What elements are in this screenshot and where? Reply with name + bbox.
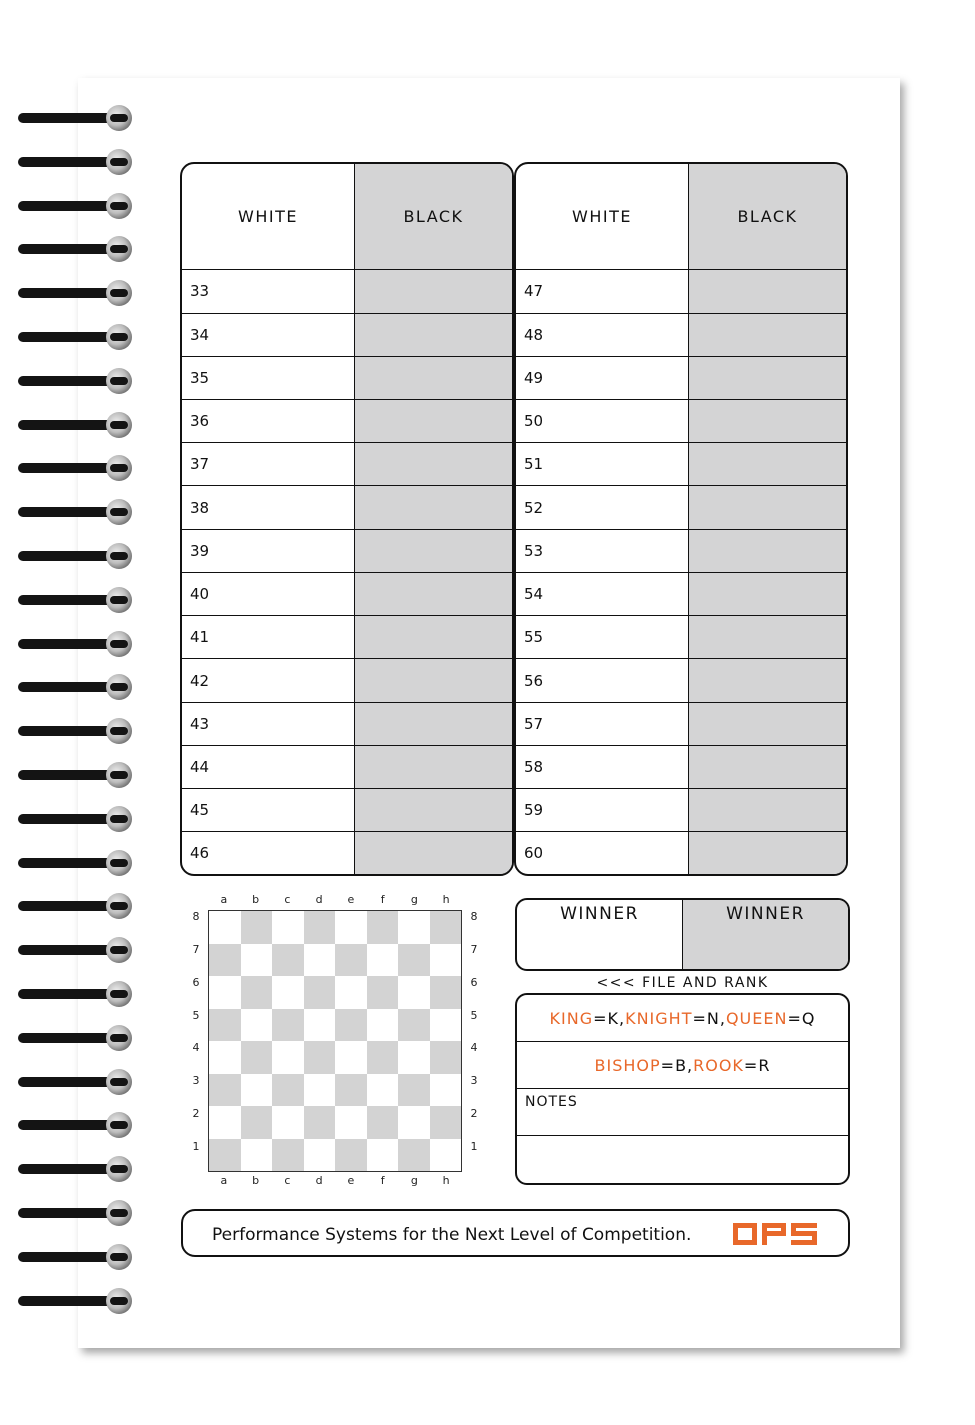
ring-hole-icon bbox=[106, 587, 132, 613]
white-move-cell[interactable]: 54 bbox=[516, 572, 689, 615]
move-row bbox=[516, 270, 846, 313]
spiral-ring bbox=[18, 455, 128, 481]
board-square bbox=[430, 1009, 462, 1042]
ring-hole-icon bbox=[106, 499, 132, 525]
ring-wire bbox=[18, 858, 118, 868]
move-row bbox=[516, 789, 846, 832]
white-move-cell[interactable]: 45 bbox=[182, 789, 355, 832]
file-label: h bbox=[442, 1174, 450, 1187]
chessboard-diagram bbox=[186, 892, 486, 1192]
move-row bbox=[516, 572, 846, 615]
legend-king: KING bbox=[549, 1008, 594, 1028]
board-square bbox=[241, 976, 273, 1009]
file-label: g bbox=[410, 1174, 418, 1187]
black-move-cell[interactable] bbox=[689, 486, 847, 529]
board-square bbox=[209, 1106, 241, 1139]
rank-label: 1 bbox=[192, 1139, 200, 1153]
spiral-ring bbox=[18, 280, 128, 306]
white-move-cell[interactable]: 52 bbox=[516, 486, 689, 529]
white-move-cell[interactable]: 56 bbox=[516, 659, 689, 702]
board-square bbox=[430, 911, 462, 944]
board-square bbox=[241, 1106, 273, 1139]
scoresheet-right bbox=[514, 162, 848, 876]
board-square bbox=[272, 976, 304, 1009]
file-label: e bbox=[347, 893, 355, 906]
white-move-cell[interactable]: 34 bbox=[182, 313, 355, 356]
board-square bbox=[398, 1139, 430, 1172]
black-move-cell[interactable] bbox=[355, 745, 513, 788]
white-move-cell[interactable]: 44 bbox=[182, 745, 355, 788]
ring-wire bbox=[18, 332, 118, 342]
white-move-cell[interactable]: 57 bbox=[516, 702, 689, 745]
file-label: g bbox=[410, 893, 418, 906]
move-row bbox=[182, 356, 512, 399]
board-square bbox=[241, 1009, 273, 1042]
black-move-cell[interactable] bbox=[355, 529, 513, 572]
white-move-cell[interactable]: 33 bbox=[182, 270, 355, 313]
file-label: d bbox=[315, 893, 323, 906]
spiral-ring bbox=[18, 105, 128, 131]
rank-label: 7 bbox=[192, 943, 200, 957]
spiral-binding bbox=[0, 0, 140, 1425]
move-row bbox=[182, 529, 512, 572]
white-move-cell[interactable]: 42 bbox=[182, 659, 355, 702]
header-white: WHITE bbox=[516, 164, 689, 270]
ring-wire bbox=[18, 682, 118, 692]
board-square bbox=[367, 911, 399, 944]
ring-hole-icon bbox=[106, 149, 132, 175]
move-row bbox=[182, 832, 512, 874]
board-square bbox=[241, 944, 273, 977]
board-square bbox=[430, 1139, 462, 1172]
move-row bbox=[182, 616, 512, 659]
board-square bbox=[398, 1074, 430, 1107]
spiral-ring bbox=[18, 718, 128, 744]
board-square bbox=[304, 911, 336, 944]
file-rank-label: <<< FILE AND RANK bbox=[596, 975, 769, 991]
white-move-cell[interactable]: 37 bbox=[182, 443, 355, 486]
board-square bbox=[272, 911, 304, 944]
legend-rook: ROOK bbox=[693, 1055, 744, 1075]
ring-hole-icon bbox=[106, 280, 132, 306]
file-label: a bbox=[220, 1174, 228, 1187]
ring-hole-icon bbox=[106, 674, 132, 700]
legend-bishop-code: =B, bbox=[660, 1055, 694, 1075]
file-label: f bbox=[380, 1174, 385, 1187]
board-square bbox=[335, 1041, 367, 1074]
black-move-cell[interactable] bbox=[689, 832, 847, 874]
black-move-cell[interactable] bbox=[355, 270, 513, 313]
ring-wire bbox=[18, 157, 118, 167]
ring-wire bbox=[18, 814, 118, 824]
board-square bbox=[335, 1009, 367, 1042]
ring-wire bbox=[18, 770, 118, 780]
black-move-cell[interactable] bbox=[355, 486, 513, 529]
white-move-cell[interactable]: 47 bbox=[516, 270, 689, 313]
ring-wire bbox=[18, 1252, 118, 1262]
white-move-cell[interactable]: 43 bbox=[182, 702, 355, 745]
ring-hole-icon bbox=[106, 937, 132, 963]
move-row bbox=[516, 313, 846, 356]
board-square bbox=[398, 1106, 430, 1139]
black-move-cell[interactable] bbox=[355, 659, 513, 702]
black-move-cell[interactable] bbox=[355, 572, 513, 615]
board-square bbox=[209, 1041, 241, 1074]
ring-hole-icon bbox=[106, 193, 132, 219]
spiral-ring bbox=[18, 149, 128, 175]
ring-wire bbox=[18, 376, 118, 386]
ring-wire bbox=[18, 420, 118, 430]
board-square bbox=[304, 1041, 336, 1074]
winner-box bbox=[515, 898, 850, 971]
spiral-ring bbox=[18, 1200, 128, 1226]
spiral-ring bbox=[18, 1112, 128, 1138]
white-move-cell[interactable]: 58 bbox=[516, 745, 689, 788]
move-table-right bbox=[516, 164, 846, 874]
white-move-cell[interactable]: 35 bbox=[182, 356, 355, 399]
black-move-cell[interactable] bbox=[689, 702, 847, 745]
move-row bbox=[182, 572, 512, 615]
move-row bbox=[182, 659, 512, 702]
ring-hole-icon bbox=[106, 893, 132, 919]
board-square bbox=[398, 911, 430, 944]
board-square bbox=[430, 1106, 462, 1139]
legend-bishop: BISHOP bbox=[594, 1055, 661, 1075]
spiral-ring bbox=[18, 324, 128, 350]
black-move-cell[interactable] bbox=[355, 313, 513, 356]
ring-wire bbox=[18, 1120, 118, 1130]
ring-hole-icon bbox=[106, 105, 132, 131]
spiral-ring bbox=[18, 499, 128, 525]
white-move-cell[interactable]: 48 bbox=[516, 313, 689, 356]
spiral-ring bbox=[18, 981, 128, 1007]
header-black: BLACK bbox=[689, 164, 847, 270]
board-square bbox=[367, 1106, 399, 1139]
ring-wire bbox=[18, 201, 118, 211]
rank-label: 4 bbox=[192, 1041, 200, 1055]
ring-wire bbox=[18, 288, 118, 298]
spiral-ring bbox=[18, 850, 128, 876]
ring-hole-icon bbox=[106, 1200, 132, 1226]
spiral-ring bbox=[18, 1069, 128, 1095]
spiral-ring bbox=[18, 937, 128, 963]
board-square bbox=[367, 944, 399, 977]
ring-wire bbox=[18, 726, 118, 736]
spiral-ring bbox=[18, 236, 128, 262]
black-move-cell[interactable] bbox=[689, 400, 847, 443]
move-table-left bbox=[182, 164, 512, 874]
black-move-cell[interactable] bbox=[689, 789, 847, 832]
board-square bbox=[430, 944, 462, 977]
black-move-cell[interactable] bbox=[355, 832, 513, 874]
move-row bbox=[182, 400, 512, 443]
ring-hole-icon bbox=[106, 1069, 132, 1095]
white-move-cell[interactable]: 60 bbox=[516, 832, 689, 874]
black-move-cell[interactable] bbox=[689, 616, 847, 659]
board-square bbox=[367, 1139, 399, 1172]
move-row bbox=[516, 443, 846, 486]
board-square bbox=[398, 944, 430, 977]
black-move-cell[interactable] bbox=[689, 529, 847, 572]
ring-wire bbox=[18, 989, 118, 999]
board-square bbox=[272, 1139, 304, 1172]
legend-knight: KNIGHT bbox=[625, 1008, 693, 1028]
ops-logo-icon bbox=[733, 1223, 817, 1245]
spiral-ring bbox=[18, 806, 128, 832]
move-row bbox=[182, 745, 512, 788]
move-row bbox=[182, 313, 512, 356]
white-move-cell[interactable]: 41 bbox=[182, 616, 355, 659]
ring-hole-icon bbox=[106, 1156, 132, 1182]
file-label: b bbox=[252, 893, 260, 906]
ring-hole-icon bbox=[106, 1288, 132, 1314]
ring-hole-icon bbox=[106, 850, 132, 876]
board-square bbox=[335, 911, 367, 944]
legend-king-code: =K, bbox=[593, 1008, 626, 1028]
ring-wire bbox=[18, 595, 118, 605]
file-label: c bbox=[284, 1174, 291, 1187]
ring-hole-icon bbox=[106, 631, 132, 657]
piece-legend bbox=[515, 993, 850, 1185]
black-move-cell[interactable] bbox=[689, 270, 847, 313]
ring-wire bbox=[18, 113, 118, 123]
board-square bbox=[209, 1009, 241, 1042]
board-square bbox=[304, 1009, 336, 1042]
board-square bbox=[430, 976, 462, 1009]
spiral-ring bbox=[18, 1244, 128, 1270]
ring-wire bbox=[18, 463, 118, 473]
rank-label: 5 bbox=[192, 1008, 200, 1022]
white-move-cell[interactable]: 50 bbox=[516, 400, 689, 443]
move-row bbox=[516, 659, 846, 702]
ring-hole-icon bbox=[106, 1244, 132, 1270]
spiral-ring bbox=[18, 412, 128, 438]
move-row bbox=[182, 443, 512, 486]
move-row bbox=[516, 529, 846, 572]
rank-label: 1 bbox=[470, 1139, 478, 1153]
notes-line[interactable] bbox=[517, 1136, 848, 1183]
white-move-cell[interactable]: 39 bbox=[182, 529, 355, 572]
ring-hole-icon bbox=[106, 718, 132, 744]
ring-hole-icon bbox=[106, 762, 132, 788]
ring-wire bbox=[18, 507, 118, 517]
board-square bbox=[241, 1139, 273, 1172]
winner-black[interactable]: WINNER bbox=[682, 900, 848, 969]
move-row bbox=[516, 356, 846, 399]
ring-wire bbox=[18, 901, 118, 911]
ring-hole-icon bbox=[106, 981, 132, 1007]
rank-label: 8 bbox=[192, 910, 200, 924]
winner-white[interactable]: WINNER bbox=[560, 904, 639, 924]
header-black: BLACK bbox=[355, 164, 513, 270]
ring-wire bbox=[18, 1208, 118, 1218]
ring-hole-icon bbox=[106, 236, 132, 262]
spiral-ring bbox=[18, 368, 128, 394]
ring-wire bbox=[18, 1164, 118, 1174]
ring-hole-icon bbox=[106, 806, 132, 832]
board-square bbox=[241, 911, 273, 944]
legend-row-1 bbox=[517, 995, 848, 1042]
board-square bbox=[241, 1041, 273, 1074]
board-square bbox=[367, 976, 399, 1009]
black-move-cell[interactable] bbox=[689, 313, 847, 356]
file-label: a bbox=[220, 893, 228, 906]
ring-wire bbox=[18, 1296, 118, 1306]
file-label: f bbox=[380, 893, 385, 906]
board-square bbox=[209, 976, 241, 1009]
move-row bbox=[182, 270, 512, 313]
header-white: WHITE bbox=[182, 164, 355, 270]
ring-wire bbox=[18, 639, 118, 649]
footer-tagline: Performance Systems for the Next Level of Competition. bbox=[212, 1225, 692, 1245]
ring-wire bbox=[18, 945, 118, 955]
board-square bbox=[304, 944, 336, 977]
white-move-cell[interactable]: 51 bbox=[516, 443, 689, 486]
file-label: c bbox=[284, 893, 291, 906]
ring-hole-icon bbox=[106, 324, 132, 350]
file-label: e bbox=[347, 1174, 355, 1187]
white-move-cell[interactable]: 36 bbox=[182, 400, 355, 443]
move-row bbox=[516, 486, 846, 529]
rank-label: 3 bbox=[192, 1074, 200, 1088]
file-label: b bbox=[252, 1174, 260, 1187]
board-square bbox=[304, 1074, 336, 1107]
spiral-ring bbox=[18, 543, 128, 569]
board-square bbox=[272, 944, 304, 977]
rank-label: 2 bbox=[470, 1106, 478, 1120]
spiral-ring bbox=[18, 193, 128, 219]
black-move-cell[interactable] bbox=[355, 789, 513, 832]
board-square bbox=[430, 1074, 462, 1107]
board-square bbox=[272, 1074, 304, 1107]
move-row bbox=[182, 702, 512, 745]
scoresheet-left bbox=[180, 162, 514, 876]
file-label: h bbox=[442, 893, 450, 906]
ring-hole-icon bbox=[106, 412, 132, 438]
footer-banner bbox=[181, 1209, 850, 1257]
rank-label: 7 bbox=[470, 943, 478, 957]
rank-label: 4 bbox=[470, 1041, 478, 1055]
rank-label: 3 bbox=[470, 1074, 478, 1088]
board-square bbox=[335, 1106, 367, 1139]
board-square bbox=[398, 1009, 430, 1042]
legend-row-2 bbox=[517, 1042, 848, 1089]
move-row bbox=[516, 832, 846, 874]
notes-row[interactable] bbox=[517, 1089, 848, 1136]
rank-label: 5 bbox=[470, 1008, 478, 1022]
board-square bbox=[272, 1041, 304, 1074]
legend-rook-code: =R bbox=[743, 1055, 771, 1075]
ring-wire bbox=[18, 244, 118, 254]
move-row bbox=[516, 702, 846, 745]
white-move-cell[interactable]: 46 bbox=[182, 832, 355, 874]
spiral-ring bbox=[18, 631, 128, 657]
black-move-cell[interactable] bbox=[355, 443, 513, 486]
spiral-ring bbox=[18, 1025, 128, 1051]
rank-label: 8 bbox=[470, 910, 478, 924]
spiral-ring bbox=[18, 1156, 128, 1182]
spiral-ring bbox=[18, 674, 128, 700]
white-move-cell[interactable]: 40 bbox=[182, 572, 355, 615]
board-square bbox=[209, 1074, 241, 1107]
board-square bbox=[209, 911, 241, 944]
white-move-cell[interactable]: 55 bbox=[516, 616, 689, 659]
board-square bbox=[398, 1041, 430, 1074]
black-move-cell[interactable] bbox=[689, 745, 847, 788]
white-move-cell[interactable]: 49 bbox=[516, 356, 689, 399]
black-move-cell[interactable] bbox=[689, 659, 847, 702]
chessboard-grid bbox=[208, 910, 462, 1172]
board-square bbox=[367, 1009, 399, 1042]
rank-label: 6 bbox=[470, 975, 478, 989]
board-square bbox=[272, 1106, 304, 1139]
black-move-cell[interactable] bbox=[689, 572, 847, 615]
move-row bbox=[182, 789, 512, 832]
board-square bbox=[209, 944, 241, 977]
legend-knight-code: =N, bbox=[692, 1008, 726, 1028]
ring-hole-icon bbox=[106, 368, 132, 394]
board-square bbox=[335, 944, 367, 977]
move-row bbox=[516, 745, 846, 788]
rank-label: 2 bbox=[192, 1106, 200, 1120]
spiral-ring bbox=[18, 893, 128, 919]
spiral-ring bbox=[18, 1288, 128, 1314]
ring-wire bbox=[18, 1033, 118, 1043]
move-row bbox=[516, 616, 846, 659]
board-square bbox=[304, 1106, 336, 1139]
white-move-cell[interactable]: 59 bbox=[516, 789, 689, 832]
board-square bbox=[335, 976, 367, 1009]
white-move-cell[interactable]: 38 bbox=[182, 486, 355, 529]
board-square bbox=[209, 1139, 241, 1172]
black-move-cell[interactable] bbox=[355, 400, 513, 443]
ring-hole-icon bbox=[106, 1112, 132, 1138]
board-square bbox=[304, 976, 336, 1009]
move-row bbox=[182, 486, 512, 529]
ring-hole-icon bbox=[106, 1025, 132, 1051]
black-move-cell[interactable] bbox=[689, 443, 847, 486]
board-square bbox=[272, 1009, 304, 1042]
ring-wire bbox=[18, 1077, 118, 1087]
board-square bbox=[398, 976, 430, 1009]
board-square bbox=[335, 1139, 367, 1172]
legend-queen-code: =Q bbox=[787, 1008, 816, 1028]
rank-label: 6 bbox=[192, 975, 200, 989]
board-square bbox=[430, 1041, 462, 1074]
legend-queen: QUEEN bbox=[725, 1008, 788, 1028]
ring-hole-icon bbox=[106, 543, 132, 569]
black-move-cell[interactable] bbox=[355, 702, 513, 745]
move-row bbox=[516, 400, 846, 443]
board-square bbox=[304, 1139, 336, 1172]
board-square bbox=[367, 1041, 399, 1074]
spiral-ring bbox=[18, 587, 128, 613]
board-square bbox=[335, 1074, 367, 1107]
notes-label: NOTES bbox=[525, 1094, 578, 1110]
black-move-cell[interactable] bbox=[355, 356, 513, 399]
black-move-cell[interactable] bbox=[689, 356, 847, 399]
board-square bbox=[367, 1074, 399, 1107]
ring-wire bbox=[18, 551, 118, 561]
spiral-ring bbox=[18, 762, 128, 788]
white-move-cell[interactable]: 53 bbox=[516, 529, 689, 572]
ring-hole-icon bbox=[106, 455, 132, 481]
black-move-cell[interactable] bbox=[355, 616, 513, 659]
file-label: d bbox=[315, 1174, 323, 1187]
board-square bbox=[241, 1074, 273, 1107]
